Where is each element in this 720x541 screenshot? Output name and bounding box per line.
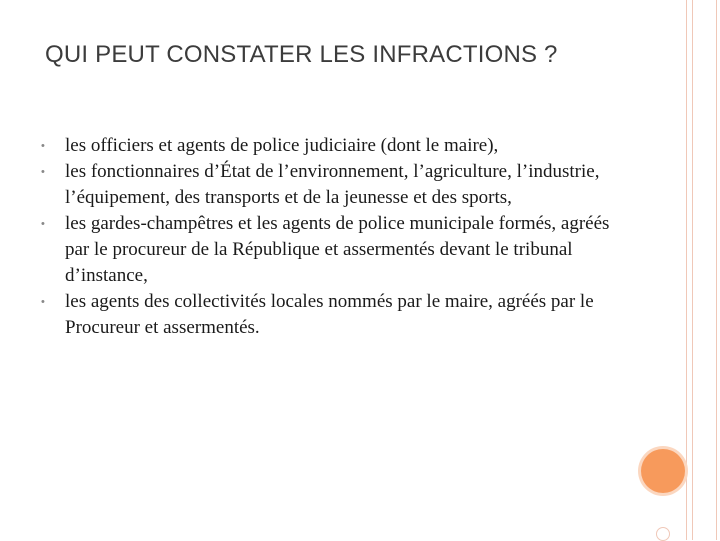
- bullet-text: les agents des collectivités locales nommés par le maire, agréés par le Procureur et assermentés.: [65, 291, 594, 338]
- bullet-icon: •: [41, 166, 45, 178]
- bullet-icon: •: [41, 296, 45, 308]
- decorative-outline-circle: [656, 527, 670, 541]
- list-item: [40, 159, 615, 211]
- bullet-text: les officiers et agents de police judiciaire (dont le maire),: [65, 135, 499, 156]
- bullet-text: les gardes-champêtres et les agents de police municipale formés, agréés par le procureur de la République et assermentés devant le tribunal d’instance,: [65, 213, 610, 286]
- list-item: [40, 133, 615, 159]
- bullet-text: les fonctionnaires d’État de l’environnement, l’agriculture, l’industrie, l’équipement, des transports et de la jeunesse et des sports,: [65, 161, 600, 208]
- list-item: [40, 211, 615, 289]
- slide-title: QUI PEUT CONSTATER LES INFRACTIONS ?: [45, 41, 558, 68]
- decorative-vertical-line: [716, 0, 717, 540]
- bullet-icon: •: [41, 218, 45, 230]
- bullet-list: [40, 133, 615, 341]
- decorative-vertical-line: [686, 0, 687, 540]
- bullet-icon: •: [41, 140, 45, 152]
- decorative-orange-circle: [641, 449, 685, 493]
- decorative-vertical-line: [692, 0, 693, 540]
- list-item: [40, 289, 615, 341]
